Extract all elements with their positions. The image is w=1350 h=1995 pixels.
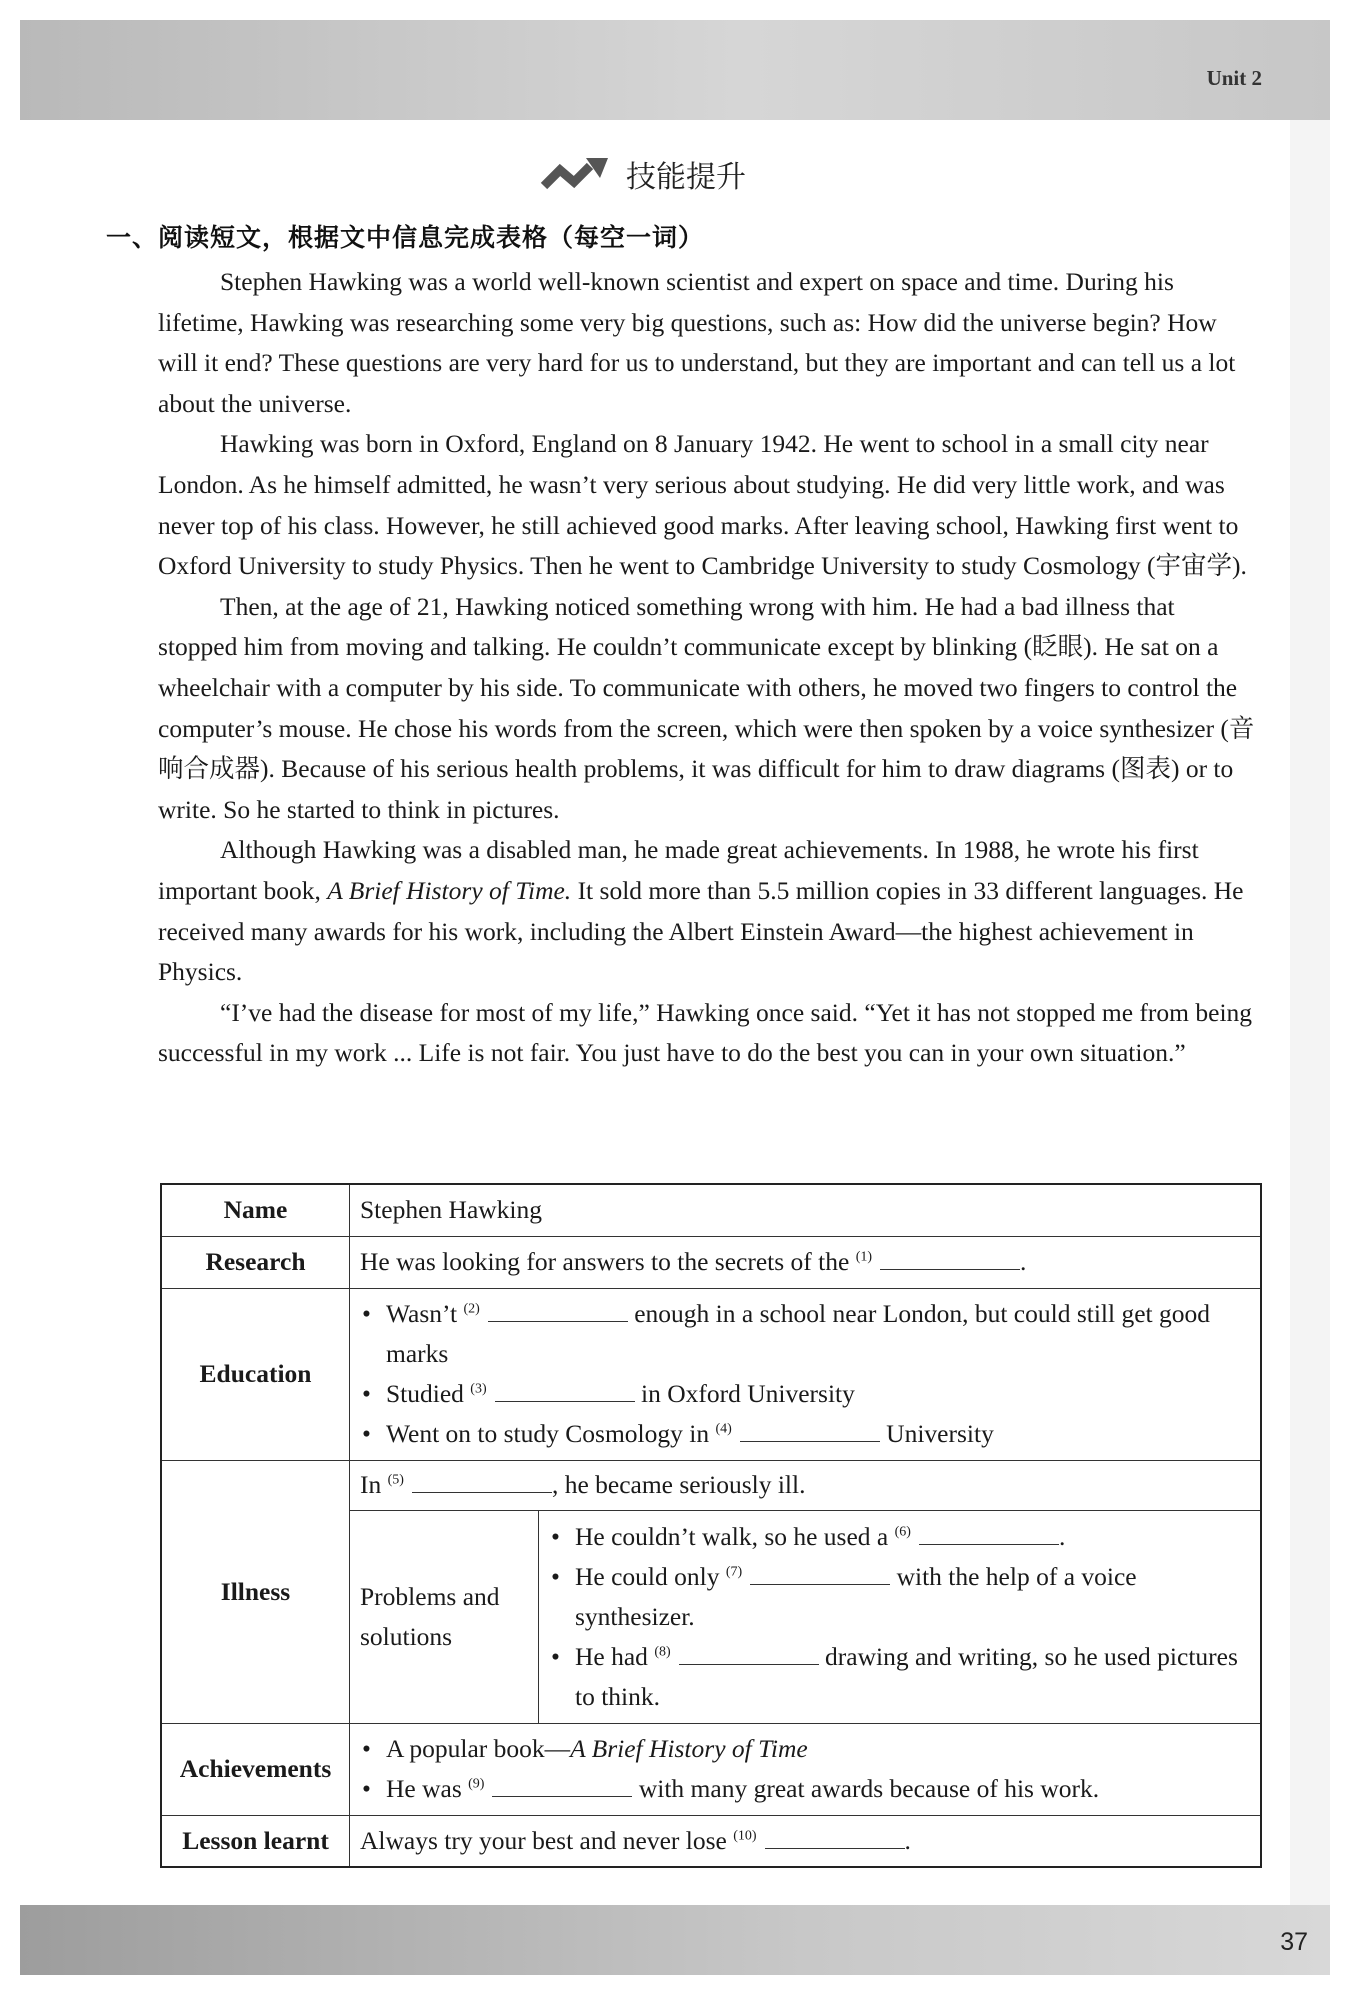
cell-text: , he became seriously ill. (551, 1470, 806, 1500)
paragraph: Then, at the age of 21, Hawking noticed something wrong with him. He had a bad illness that stopped him from moving and talking. He couldn’t communicate except by blinking (眨眼). He sat on a wheelchair with a computer by his side. To communicate with others, he moved two fingers to control the computer’s mouse. He chose his words from the screen, which were then spoken by a voice synthesizer (音响合成器). Because of his serious health problems, it was difficult for him to draw diagrams (图表) or to write. So he started to think in pictures. (158, 591, 1255, 824)
zigzag-arrow-icon (540, 156, 612, 192)
paragraph: “I’ve had the disease for most of my life,” Hawking once said. “Yet it has not stopped me from being successful in my work ... Life is not fair. You just have to do the best you can in your own situation.” (158, 997, 1253, 1068)
blank-number: (6) (894, 1524, 911, 1540)
list-item (549, 1637, 1250, 1717)
footer-band (20, 1905, 1330, 1975)
answer-blank[interactable] (488, 1299, 628, 1322)
row-label-name: Name (161, 1184, 350, 1236)
exercise-instruction: 一、阅读短文，根据文中信息完成表格（每空一词） (106, 223, 705, 252)
unit-label: Unit 2 (1206, 66, 1262, 90)
answer-blank[interactable] (412, 1470, 552, 1493)
info-table (160, 1183, 1262, 1868)
cell-text: . (1058, 1521, 1066, 1551)
section-title: 技能提升 (626, 160, 746, 195)
header-band (20, 20, 1330, 120)
cell-text: enough in a school near London, but could still get good marks (386, 1299, 1210, 1368)
problems-label: Problems and solutions (350, 1511, 539, 1723)
illness-subtable (350, 1461, 1260, 1723)
list-item (549, 1557, 1250, 1637)
paragraph: Stephen Hawking was a world well-known scientist and expert on space and time. During his lifetime, Hawking was researching some very big questions, such as: How did the universe begin? How will it end? These questions are very hard for us to understand, but they are important and can tell us a lot about the universe. (158, 267, 1236, 418)
paragraph-text: It sold more than 5.5 million copies in 33 different languages. He received many awards for his work, including the Albert Einstein Award—the highest achievement in Physics. (158, 875, 1244, 987)
blank-number: (2) (463, 1301, 480, 1317)
illness-value (350, 1460, 1262, 1723)
answer-blank[interactable] (919, 1522, 1059, 1545)
answer-blank[interactable] (880, 1247, 1020, 1270)
answer-blank[interactable] (495, 1379, 635, 1402)
paragraph-text: Although Hawking was a disabled man, he made great achievements. In 1988, he wrote his first important book, (158, 835, 1199, 905)
page-number: 37 (1280, 1928, 1308, 1956)
cell-text: University (886, 1419, 994, 1448)
problems-value (539, 1511, 1261, 1723)
research-value (350, 1236, 1262, 1288)
cell-text: He was (386, 1774, 462, 1803)
achievements-value (350, 1723, 1262, 1815)
list-item (360, 1414, 1250, 1454)
row-label-illness: Illness (161, 1460, 350, 1723)
answer-blank[interactable] (750, 1562, 890, 1585)
row-label-lesson: Lesson learnt (161, 1815, 350, 1867)
cell-text: in Oxford University (641, 1379, 855, 1408)
answer-blank[interactable] (740, 1419, 880, 1442)
book-title: A Brief History of Time (570, 1734, 808, 1763)
blank-number: (4) (715, 1421, 732, 1437)
cell-text: A popular book— (386, 1734, 571, 1763)
cell-text: with many great awards because of his work. (638, 1774, 1100, 1803)
book-title: A Brief History of Time. (327, 875, 572, 905)
list-item (549, 1517, 1250, 1557)
lesson-value (350, 1815, 1262, 1867)
answer-blank[interactable] (765, 1826, 905, 1849)
blank-number: (5) (387, 1472, 404, 1488)
paragraph: Hawking was born in Oxford, England on 8 January 1942. He went to school in a small city near London. As he himself admitted, he wasn’t very serious about studying. He did very little work, and was never top of his class. However, he still achieved good marks. After leaving school, Hawking first went to Oxford University to study Physics. Then he went to Cambridge University to study Cosmology (宇宙学). (158, 429, 1247, 581)
list-item (360, 1374, 1250, 1414)
cell-text: . (904, 1825, 911, 1855)
cell-text: Went on to study Cosmology in (386, 1419, 710, 1448)
cell-text: He couldn’t walk, so he used a (575, 1521, 889, 1551)
cell-text: He was looking for answers to the secrets of the (360, 1247, 850, 1276)
blank-number: (7) (725, 1564, 743, 1580)
cell-text: Wasn’t (386, 1299, 458, 1328)
education-value (350, 1288, 1262, 1460)
list-item (360, 1769, 1250, 1809)
blank-number: (10) (733, 1828, 757, 1844)
cell-text: In (360, 1470, 382, 1500)
section-header (540, 152, 746, 196)
row-label-achievements: Achievements (161, 1723, 350, 1815)
blank-number: (3) (470, 1381, 487, 1397)
cell-text: . (1020, 1247, 1027, 1276)
cell-text: Always try your best and never lose (360, 1825, 727, 1855)
cell-text: with the help of a voice synthesizer. (575, 1561, 1137, 1631)
answer-blank[interactable] (492, 1774, 632, 1797)
cell-text: He could only (575, 1561, 720, 1591)
row-label-research: Research (161, 1236, 350, 1288)
blank-number: (1) (855, 1249, 873, 1265)
cell-text: Studied (386, 1379, 464, 1408)
page-edge (1290, 120, 1330, 1905)
answer-blank[interactable] (679, 1642, 819, 1665)
list-item (360, 1294, 1250, 1374)
illness-onset (350, 1461, 1260, 1511)
blank-number: (9) (468, 1776, 485, 1792)
name-value: Stephen Hawking (350, 1184, 1262, 1236)
row-label-education: Education (161, 1288, 350, 1460)
list-item (360, 1729, 1250, 1769)
reading-passage (158, 262, 1258, 1074)
blank-number: (8) (654, 1644, 671, 1660)
cell-text: drawing and writing, so he used pictures to think. (575, 1641, 1238, 1711)
paragraph (158, 830, 1258, 992)
cell-text: He had (575, 1641, 648, 1671)
